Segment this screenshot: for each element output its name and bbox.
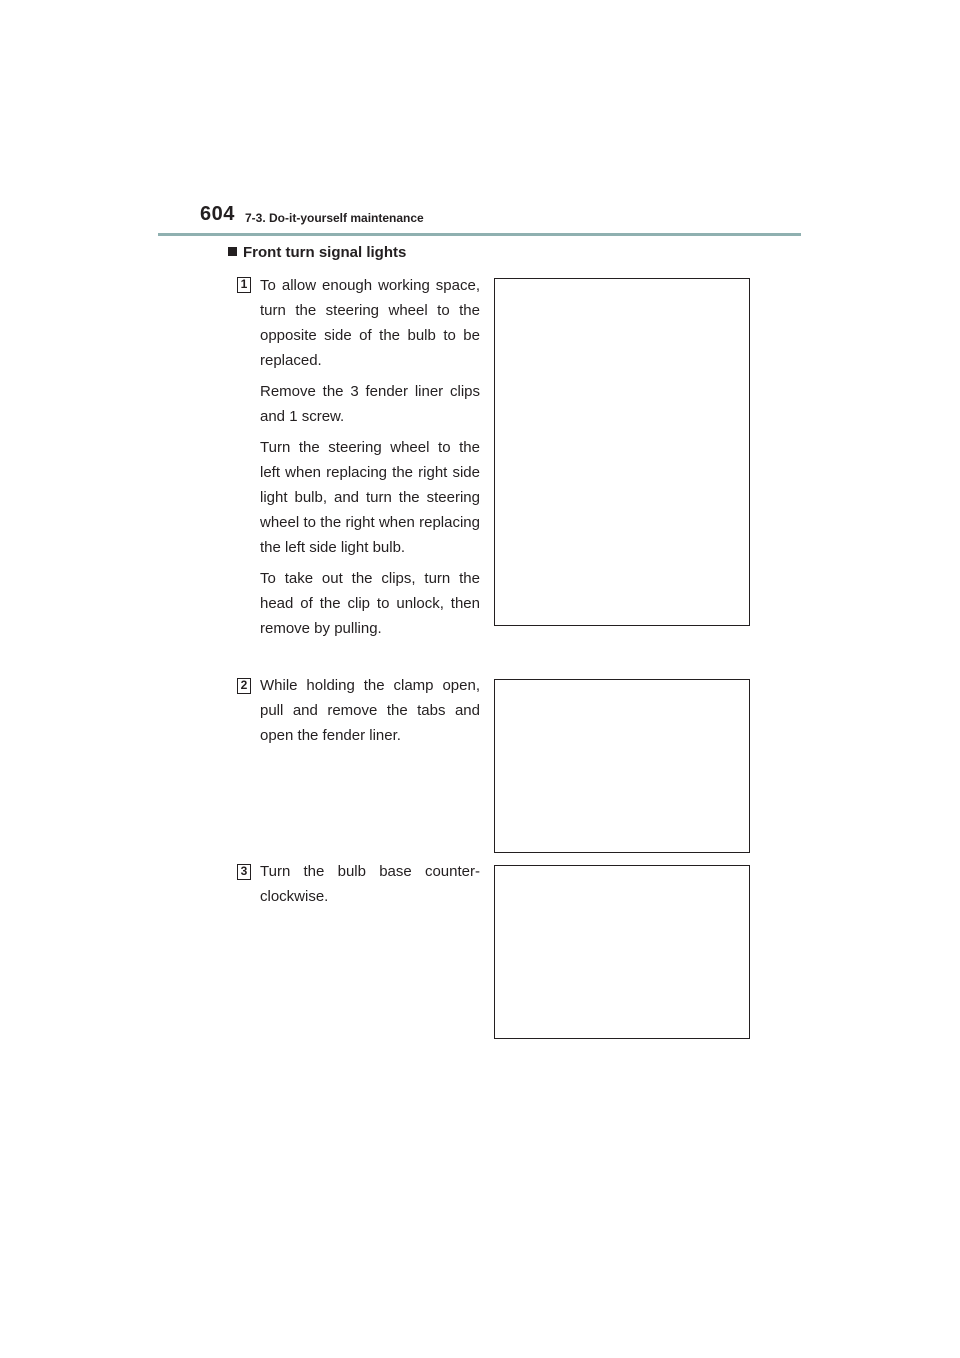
section-heading — [228, 244, 406, 261]
step-2-illustration — [494, 679, 750, 853]
step-1-text — [260, 273, 480, 647]
section-title: Front turn signal lights — [243, 244, 407, 261]
step-1-paragraph: Turn the steering wheel to the left when replacing the right side light bulb, and turn the steering wheel to the right when replacing the left side light bulb. — [260, 439, 480, 556]
step-number-badge: 2 — [237, 678, 251, 694]
step-1-illustration — [494, 278, 750, 626]
square-bullet-icon — [228, 247, 237, 256]
step-2-paragraph: While holding the clamp open, pull and remove the tabs and open the fender liner. — [260, 677, 480, 744]
step-1-paragraph: Remove the 3 fender liner clips and 1 screw. — [260, 383, 480, 425]
step-number-badge: 1 — [237, 277, 251, 293]
step-number-badge: 3 — [237, 864, 251, 880]
step-3-illustration — [494, 865, 750, 1039]
step-3-text — [260, 859, 480, 915]
step-1-paragraph: To allow enough working space, turn the steering wheel to the opposite side of the bulb to be replaced. — [260, 277, 480, 369]
step-2-text — [260, 673, 480, 754]
page-number: 604 — [200, 203, 235, 225]
chapter-title: 7-3. Do-it-yourself maintenance — [245, 211, 424, 225]
step-1-paragraph: To take out the clips, turn the head of the clip to unlock, then remove by pulling. — [260, 570, 480, 637]
header-divider — [158, 233, 801, 236]
step-3-paragraph: Turn the bulb base counter-clockwise. — [260, 863, 480, 905]
